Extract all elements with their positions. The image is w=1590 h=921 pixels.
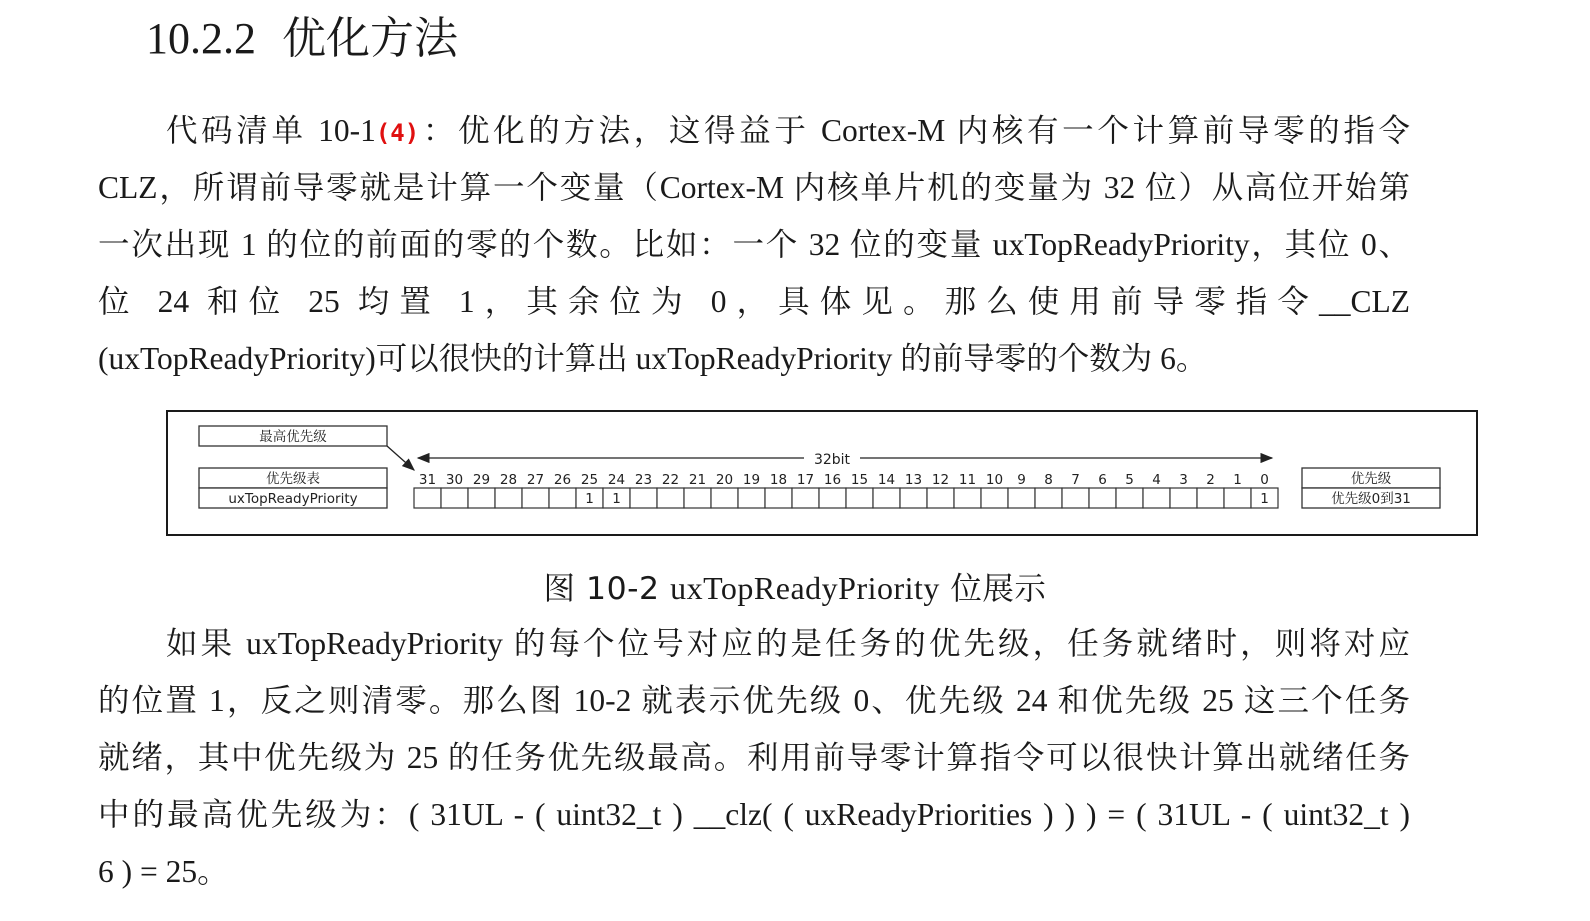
bit-number-label: 20 xyxy=(715,472,734,488)
bit-cell xyxy=(549,488,576,508)
bit-cell xyxy=(1062,488,1089,508)
bit-cell xyxy=(1170,488,1197,508)
bit-cell xyxy=(495,488,522,508)
bit-number-label: 2 xyxy=(1206,472,1215,488)
bit-number-label: 17 xyxy=(796,472,815,488)
paragraph-2 xyxy=(98,615,1410,900)
caption-variable: uxTopReadyPriority xyxy=(670,570,940,606)
bit-number-label: 5 xyxy=(1125,472,1134,488)
bit-cell xyxy=(630,488,657,508)
bit-cell xyxy=(468,488,495,508)
bit-figure xyxy=(166,410,1478,536)
section-number: 10.2.2 xyxy=(146,14,256,63)
bit-number-label: 6 xyxy=(1098,472,1107,488)
bit-cell xyxy=(1116,488,1143,508)
bit-cell-row xyxy=(414,488,1278,508)
bit-number-label: 15 xyxy=(850,472,869,488)
highest-priority-label: 最高优先级 xyxy=(259,429,327,445)
caption-suffix: 位展示 xyxy=(939,571,1047,607)
bit-number-label: 28 xyxy=(499,472,518,488)
bit-number-label: 27 xyxy=(526,472,545,488)
bit-cell xyxy=(657,488,684,508)
bit-number-label: 24 xyxy=(607,472,626,488)
bit-value: 1 xyxy=(612,491,621,507)
bit-number-label: 25 xyxy=(580,472,599,488)
bit-diagram xyxy=(168,412,1476,534)
bit-number-label: 12 xyxy=(931,472,950,488)
bit-cell xyxy=(1224,488,1251,508)
bit-number-label: 19 xyxy=(742,472,761,488)
figure-caption xyxy=(0,566,1590,611)
bit-number-label: 21 xyxy=(688,472,707,488)
bit-number-label: 0 xyxy=(1260,472,1269,488)
priority-label: 优先级 xyxy=(1350,471,1392,487)
variable-name-label: uxTopReadyPriority xyxy=(228,491,358,507)
bit-value: 1 xyxy=(585,491,594,507)
section-heading xyxy=(146,12,458,66)
bit-number-label: 14 xyxy=(877,472,896,488)
bit-cell xyxy=(1089,488,1116,508)
caption-prefix: 图 10-2 xyxy=(543,571,671,607)
bit-number-label: 16 xyxy=(823,472,842,488)
bit-number-label: 4 xyxy=(1152,472,1161,488)
bit-number-label: 9 xyxy=(1017,472,1026,488)
listing-marker: (4) xyxy=(375,119,420,147)
bit-cell xyxy=(1197,488,1224,508)
bit-number-label: 18 xyxy=(769,472,788,488)
priority-table-label: 优先级表 xyxy=(266,471,320,487)
bit-number-label: 10 xyxy=(985,472,1004,488)
bit-cell xyxy=(981,488,1008,508)
bit-cell xyxy=(711,488,738,508)
bit-cell xyxy=(441,488,468,508)
bit-number-label: 1 xyxy=(1233,472,1242,488)
bit-number-label: 7 xyxy=(1071,472,1080,488)
bit-cell xyxy=(819,488,846,508)
bit-number-label: 13 xyxy=(904,472,923,488)
paragraph-2-line: 如果 uxTopReadyPriority 的每个位号对应的是任务的优先级，任务就绪时，则将对应 xyxy=(166,626,1410,661)
bit-cell xyxy=(954,488,981,508)
bit-cell xyxy=(684,488,711,508)
bit-number-label: 22 xyxy=(661,472,680,488)
bit-cell xyxy=(522,488,549,508)
paragraph-1-line: 一次出现 1 的位的前面的零的个数。比如：一个 32 位的变量 uxTopReadyPriority，其位 0、 xyxy=(98,227,1410,262)
bit-cell xyxy=(792,488,819,508)
paragraph-2-line: 中的最高优先级为：( 31UL - ( uint32_t ) __clz( ( uxReadyPriorities ) ) ) = ( 31UL - ( uint32_t ) xyxy=(98,797,1410,832)
bit-number-label: 23 xyxy=(634,472,653,488)
bit-cell xyxy=(1035,488,1062,508)
paragraph-2-line: 就绪，其中优先级为 25 的任务优先级最高。利用前导零计算指令可以很快计算出就绪任务 xyxy=(98,740,1410,775)
bit-number-label: 26 xyxy=(553,472,572,488)
priority-range-label: 优先级0到31 xyxy=(1331,491,1411,507)
bit-number-label: 30 xyxy=(445,472,464,488)
bit-number-label: 8 xyxy=(1044,472,1053,488)
paragraph-1 xyxy=(98,102,1410,387)
bit-number-label: 31 xyxy=(418,472,437,488)
bit-value: 1 xyxy=(1260,491,1269,507)
text-run: ：优化的方法，这得益于 Cortex-M 内核有一个计算前导零的指令 xyxy=(419,113,1411,148)
text-run: 代码清单 10-1 xyxy=(166,113,376,148)
width-label: 32bit xyxy=(813,452,851,468)
bit-cell xyxy=(414,488,441,508)
bit-cell xyxy=(765,488,792,508)
bit-cell xyxy=(1008,488,1035,508)
paragraph-1-line: CLZ，所谓前导零就是计算一个变量（Cortex-M 内核单片机的变量为 32 位）从高位开始第 xyxy=(98,170,1410,205)
paragraph-1-line: (uxTopReadyPriority)可以很快的计算出 uxTopReadyPriority 的前导零的个数为 6。 xyxy=(98,341,1208,376)
bit-cell xyxy=(738,488,765,508)
paragraph-1-line xyxy=(98,102,1410,159)
paragraph-1-line: 位 24 和位 25 均置 1，其余位为 0，具体见。那么使用前导零指令__CLZ xyxy=(98,284,1410,319)
bit-cell xyxy=(1143,488,1170,508)
bit-cell xyxy=(900,488,927,508)
paragraph-2-line: 6 ) = 25。 xyxy=(98,854,229,889)
bit-number-label: 29 xyxy=(472,472,491,488)
bit-number-row xyxy=(419,472,1269,488)
pointer-arrow xyxy=(387,446,414,470)
bit-cell xyxy=(846,488,873,508)
bit-cell xyxy=(927,488,954,508)
paragraph-2-line: 的位置 1，反之则清零。那么图 10-2 就表示优先级 0、优先级 24 和优先级 25 这三个任务 xyxy=(98,683,1410,718)
section-title: 优化方法 xyxy=(282,14,458,63)
bit-cell xyxy=(873,488,900,508)
bit-number-label: 3 xyxy=(1179,472,1188,488)
bit-number-label: 11 xyxy=(958,472,977,488)
